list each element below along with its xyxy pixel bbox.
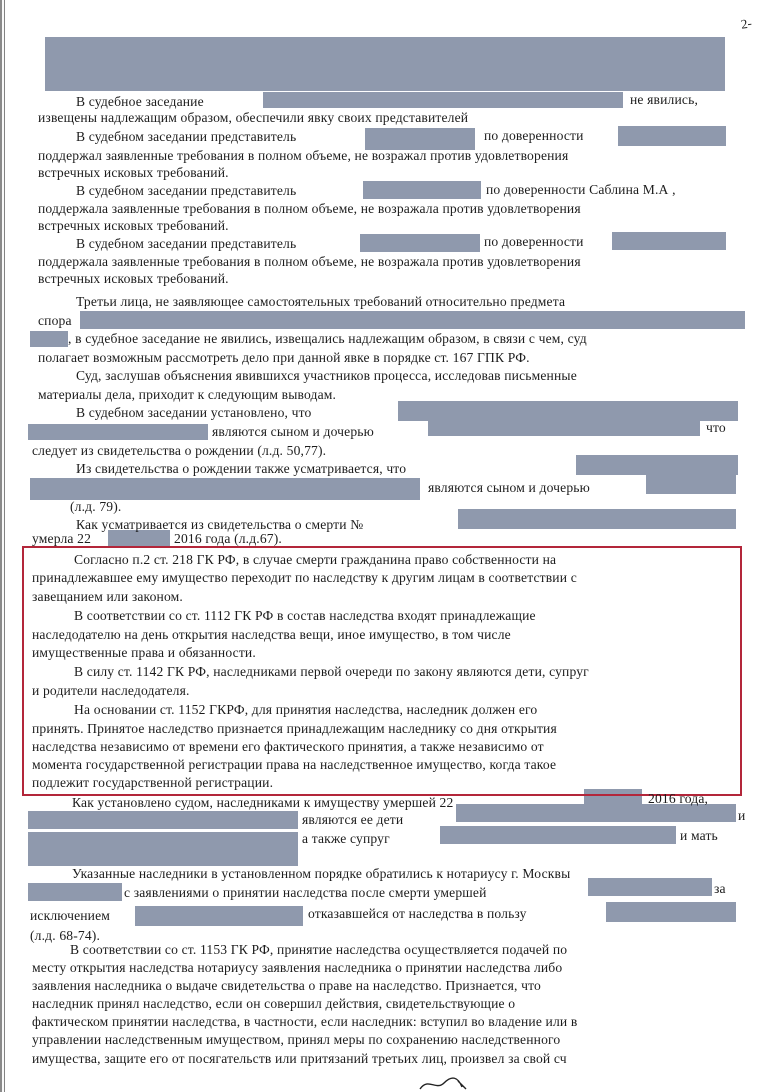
text-line: поддержала заявленные требования в полном объеме, не возражала против удовлетворения [38, 254, 581, 269]
text-line: и родители наследодателя. [32, 683, 190, 698]
redaction-block [428, 418, 700, 436]
redaction-block [80, 311, 745, 329]
redaction-block [365, 128, 475, 150]
text-line: 2016 года (л.д.67). [174, 531, 282, 546]
text-line: В судебном заседании установлено, что [76, 405, 312, 420]
text-line: Из свидетельства о рождении также усматривается, что [76, 461, 407, 476]
signature-mark [418, 1075, 482, 1091]
text-line: наследник принял наследство, если он совершил действия, свидетельствующие о [32, 996, 516, 1011]
text-line: завещанием или законом. [32, 589, 183, 604]
text-line: момента государственной регистрации права на наследственное имущество, когда такое [32, 757, 557, 772]
text-line: встречных исковых требований. [38, 165, 229, 180]
text-line: В силу ст. 1142 ГК РФ, наследниками первой очереди по закону являются дети, супруг [74, 664, 589, 679]
text-line: имущественные права и обязанности. [32, 645, 256, 660]
text-line: и мать [680, 828, 718, 843]
redaction-block [28, 883, 122, 901]
text-line: Как усматривается из свидетельства о смерти № [76, 517, 364, 532]
text-line: отказавшейся от наследства в пользу [308, 906, 527, 921]
text-line: Согласно п.2 ст. 218 ГК РФ, в случае смерти гражданина право собственности на [74, 552, 557, 567]
text-line: являются сыном и дочерью [428, 480, 590, 495]
text-line: (л.д. 68-74). [30, 928, 101, 943]
text-line: В судебном заседании представитель [76, 129, 297, 144]
text-line: фактическом принятии наследства, в частности, если наследник: вступил во владение или в [32, 1014, 578, 1029]
text-line: встречных исковых требований. [38, 271, 229, 286]
text-line: встречных исковых требований. [38, 218, 229, 233]
redaction-block [458, 509, 736, 529]
redaction-block [28, 424, 208, 440]
text-line: поддержала заявленные требования в полном объеме, не возражала против удовлетворения [38, 201, 581, 216]
redaction-block [440, 826, 676, 844]
text-line: что [706, 420, 726, 435]
text-line: за [714, 881, 726, 896]
text-line: принять. Принятое наследство признается принадлежащим наследнику со дня открытия [32, 721, 557, 736]
text-line: являются ее дети [302, 812, 404, 827]
page-number-mark: 2- [739, 15, 753, 32]
text-line: управлении наследственным имуществом, принял меры по сохранению наследственного [32, 1032, 561, 1047]
text-line: с заявлениями о принятии наследства после смерти умершей [124, 885, 487, 900]
text-line: 2016 года, [648, 791, 709, 806]
text-line: В судебном заседании представитель [76, 183, 297, 198]
text-line: месту открытия наследства нотариусу заявления наследника о принятии наследства либо [32, 960, 563, 975]
text-line: , в судебное заседание не явились, извещались надлежащим образом, в связи с чем, суд [68, 331, 587, 346]
redaction-block [360, 234, 480, 252]
text-line: извещены надлежащим образом, обеспечили явку своих представителей [38, 110, 469, 125]
redaction-block [30, 331, 68, 347]
text-line: Суд, заслушав объяснения явившихся участников процесса, исследовав письменные [76, 368, 577, 383]
redaction-block [363, 181, 481, 199]
text-line: В судебном заседании представитель [76, 236, 297, 251]
redaction-block [646, 474, 736, 494]
redaction-block [606, 902, 736, 922]
redaction-block [618, 126, 726, 146]
text-line: не явились, [630, 92, 698, 107]
text-line: по доверенности [484, 234, 584, 249]
text-line: На основании ст. 1152 ГКРФ, для принятия наследства, наследник должен его [74, 702, 538, 717]
text-line: В судебное заседание [76, 94, 204, 109]
text-line: являются сыном и дочерью [212, 424, 374, 439]
redaction-block [30, 478, 420, 500]
text-line: Указанные наследники в установленном порядке обратились к нотариусу г. Москвы [72, 866, 571, 881]
text-line: следует из свидетельства о рождении (л.д. 50,77). [32, 443, 327, 458]
redaction-block [576, 455, 738, 475]
text-line: Как установлено судом, наследниками к имуществу умершей 22 [72, 795, 454, 810]
redaction-block [135, 906, 303, 926]
text-line: В соответствии со ст. 1153 ГК РФ, принятие наследства осуществляется подачей по [70, 942, 568, 957]
scan-edge [0, 0, 12, 1092]
text-line: спора [38, 313, 72, 328]
text-line: по доверенности [484, 128, 584, 143]
redaction-block [588, 878, 712, 896]
text-line: принадлежавшее ему имущество переходит по наследству к другим лицам в соответствии с [32, 570, 577, 585]
text-line: наследодателю на день открытия наследства вещи, иное имущество, в том числе [32, 627, 511, 642]
text-line: а также супруг [302, 831, 390, 846]
text-line: и [738, 808, 746, 823]
text-line: полагает возможным рассмотреть дело при данной явке в порядке ст. 167 ГПК РФ. [38, 350, 530, 365]
text-line: по доверенности Саблина М.А , [486, 182, 676, 197]
redaction-block [612, 232, 726, 250]
text-line: (л.д. 79). [70, 499, 122, 514]
text-line: В соответствии со ст. 1112 ГК РФ в состав наследства входят принадлежащие [74, 608, 536, 623]
redaction-block [263, 92, 623, 108]
text-line: подлежит государственной регистрации. [32, 775, 274, 790]
redaction-block [45, 37, 725, 91]
text-line: поддержал заявленные требования в полном объеме, не возражал против удовлетворения [38, 148, 569, 163]
redaction-block [28, 811, 298, 829]
text-line: материалы дела, приходит к следующим выводам. [38, 387, 337, 402]
text-line: исключением [30, 908, 111, 923]
text-line: Третьи лица, не заявляющее самостоятельных требований относительно предмета [76, 294, 566, 309]
text-line: имущества, защите его от посягательств или притязаний третьих лиц, произвел за свой сч [32, 1051, 567, 1066]
redaction-block [28, 832, 298, 866]
text-line: умерла 22 [32, 531, 92, 546]
text-line: заявления наследника о выдаче свидетельства о праве на наследство. Признается, что [32, 978, 541, 993]
text-line: наследства независимо от времени его фактического принятия, а также независимо от [32, 739, 544, 754]
